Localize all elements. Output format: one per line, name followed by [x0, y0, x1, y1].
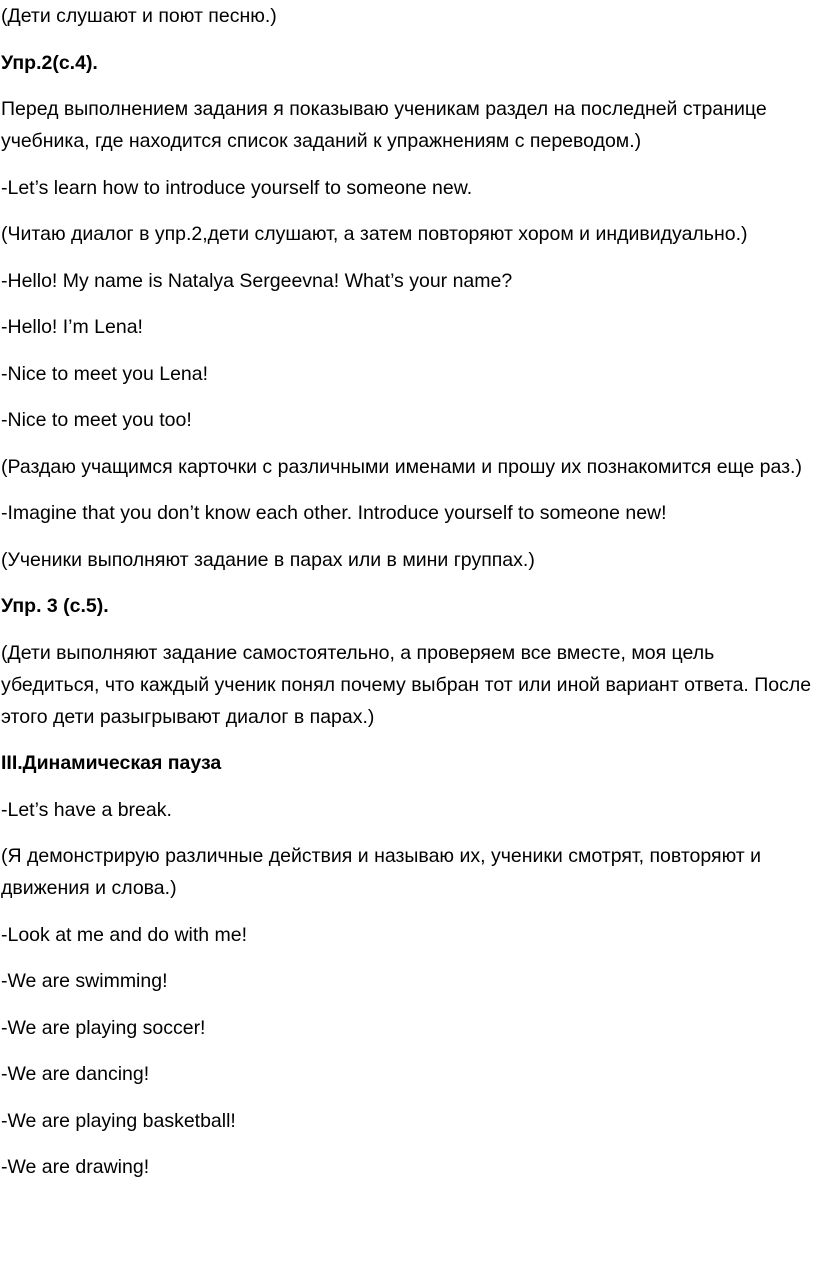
paragraph-read-dialog: (Читаю диалог в упр.2,дети слушают, а затем повторяют хором и индивидуально.): [1, 223, 748, 245]
paragraph-drawing: -We are drawing!: [1, 1156, 150, 1178]
paragraph-pairs-groups: (Ученики выполняют задание в парах или в мини группах.): [1, 548, 535, 571]
paragraph-demonstrate-actions: (Я демонстрирую различные действия и называю их, ученики смотрят, повторяют и движения и слова.): [1, 845, 762, 899]
paragraph-dancing: -We are dancing!: [1, 1063, 150, 1085]
paragraph-playing-basketball: -We are playing basketball!: [1, 1109, 236, 1132]
paragraph-imagine: -Imagine that you don’t know each other. Introduce yourself to someone new!: [1, 502, 667, 524]
paragraph-independent-task: (Дети выполняют задание самостоятельно, а проверяем все вместе, моя цель убедиться, что каждый ученик понял почему выбран тот или иной вариант ответа. После этого дети разыгрывают диалог в парах.): [1, 641, 812, 728]
dialog-line-nice-too: -Nice to meet you too!: [1, 409, 192, 431]
paragraph-playing-soccer: -We are playing soccer!: [1, 1016, 206, 1039]
paragraph-swimming: -We are swimming!: [1, 970, 168, 992]
paragraph-lets-learn: -Let’s learn how to introduce yourself to someone new.: [1, 176, 473, 199]
dialog-line-hello-name: -Hello! My name is Natalya Sergeevna! What’s your name?: [1, 269, 513, 292]
paragraph-look-at-me: -Look at me and do with me!: [1, 923, 248, 946]
heading-dynamic-pause: III.Динамическая пауза: [1, 752, 222, 774]
paragraph-before-task: Перед выполнением задания я показываю ученикам раздел на последней странице учебника, где находится список заданий к упражнениям с переводом.): [1, 98, 767, 152]
dialog-line-nice-to-meet: -Nice to meet you Lena!: [1, 362, 209, 385]
heading-exercise-2: Упр.2(с.4).: [1, 51, 98, 74]
paragraph-children-listen-sing: (Дети слушают и поют песню.): [1, 5, 277, 27]
paragraph-hand-out-cards: (Раздаю учащимся карточки с различными именами и прошу их познакомится еще раз.): [1, 455, 802, 478]
heading-exercise-3: Упр. 3 (с.5).: [1, 595, 109, 617]
dialog-line-hello-lena: -Hello! I’m Lena!: [1, 316, 143, 338]
paragraph-lets-have-break: -Let’s have a break.: [1, 798, 172, 821]
